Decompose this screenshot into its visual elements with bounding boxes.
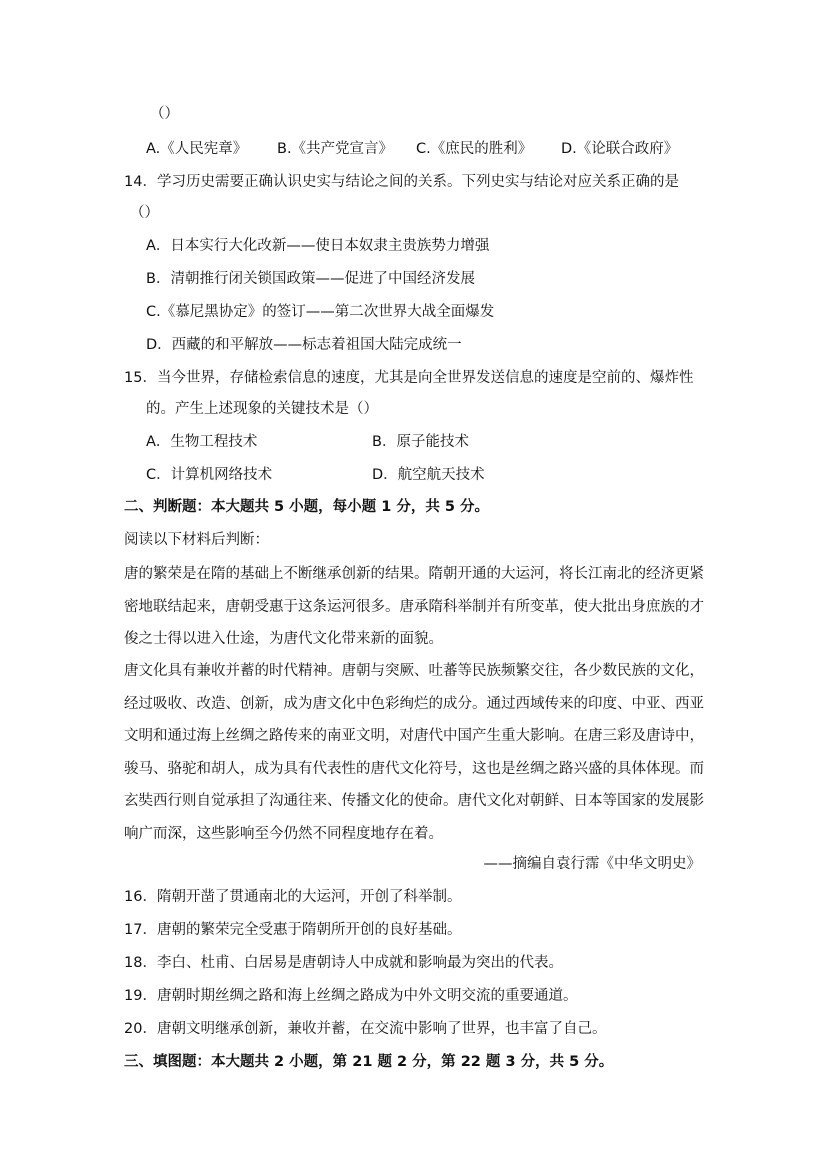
q13-option-c: C.《庶民的胜利》 [416,141,533,157]
section3-heading: 三、填图题：本大题共 2 小题，第 21 题 2 分，第 22 题 3 分，共 5 分。 [124,1054,614,1070]
section2-heading: 二、判断题：本大题共 5 小题，每小题 1 分，共 5 分。 [124,499,490,515]
q15-option-a: A．生物工程技术 [146,434,258,450]
q14-option-a: A．日本实行大化改新——使日本奴隶主贵族势力增强 [146,238,490,254]
q13-option-d: D.《论联合政府》 [561,141,679,157]
q14-option-b: B．清朝推行闭关锁国政策——促进了中国经济发展 [146,271,475,287]
material-paragraph-1: 唐的繁荣是在隋的基础上不断继承创新的结果。隋朝开通的大运河，将长江南北的经济更紧密地联结起来，唐朝受惠于这条运河很多。唐承隋科举制并有所变革，使大批出身庶族的才俊之士得以进入仕途，为唐代文化带来新的面貌。 [124,566,704,647]
q15-option-d: D．航空航天技术 [372,467,485,483]
q14-stem: 14．学习历史需要正确认识史实与结论之间的关系。下列史实与结论对应关系正确的是 [124,174,679,190]
q13-option-b: B.《共产党宣言》 [277,141,394,157]
section2-intro: 阅读以下材料后判断： [124,532,269,548]
q14-option-c: C.《慕尼黑协定》的签订——第二次世界大战全面爆发 [146,304,495,320]
q15-stem-line1: 15．当今世界，存储检索信息的速度，尤其是向全世界发送信息的速度是空前的、爆炸性 [124,370,694,386]
item-17: 17．唐朝的繁荣完全受惠于隋朝所开创的良好基础。 [124,922,462,938]
item-18: 18．李白、杜甫、白居易是唐朝诗人中成就和影响最为突出的代表。 [124,955,563,971]
q15-option-b: B．原子能技术 [372,434,469,450]
q13-option-a: A.《人民宪章》 [146,141,248,157]
q15-stem-line2: 的。产生上述现象的关键技术是（） [146,401,378,417]
item-20: 20．唐朝文明继承创新，兼收并蓄，在交流中影响了世界，也丰富了自己。 [124,1021,607,1037]
material-paragraph-2: 唐文化具有兼收并蓄的时代精神。唐朝与突厥、吐蕃等民族频繁交往，各少数民族的文化，经过吸收、改造、创新，成为唐文化中色彩绚烂的成分。通过西域传来的印度、中亚、西亚文明和通过海上丝绸之路传来的南亚文明，对唐代中国产生重大影响。在唐三彩及唐诗中，骏马、骆驼和胡人，成为具有代表性的唐代文化符号，这也是丝绸之路兴盛的具体体现。而玄奘西行则自觉承担了沟通往来、传播文化的使命。唐代文化对朝鲜、日本等国家的发展影响广而深，这些影响至今仍然不同程度地存在着。 [124,663,704,842]
material-source: ——摘编自袁行霈《中华文明史》 [483,856,701,872]
item-19: 19．唐朝时期丝绸之路和海上丝绸之路成为中外文明交流的重要通道。 [124,988,578,1004]
q14-option-d: D．西藏的和平解放——标志着祖国大陆完成统一 [146,337,462,353]
q13-bracket: （） [150,106,179,122]
item-16: 16．隋朝开凿了贯通南北的大运河，开创了科举制。 [124,889,462,905]
q14-bracket: （） [130,205,159,221]
q15-option-c: C．计算机网络技术 [146,467,273,483]
